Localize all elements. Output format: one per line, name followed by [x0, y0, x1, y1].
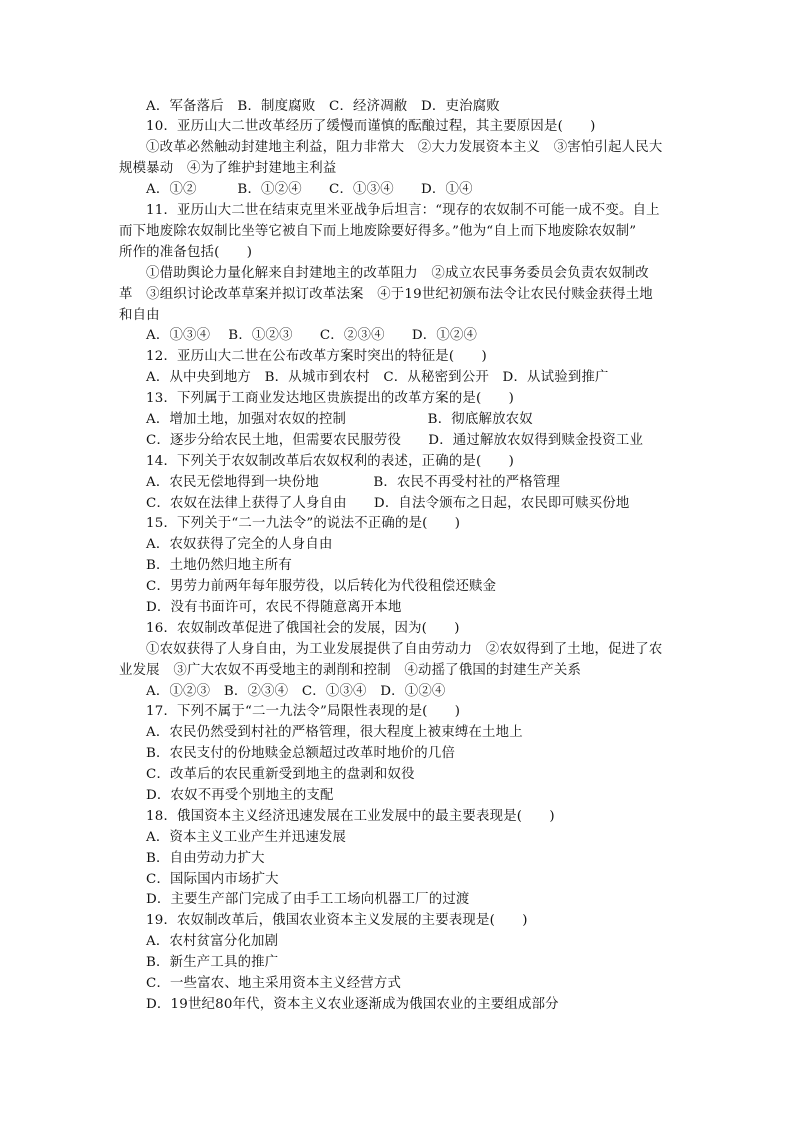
q16-stem: 16．农奴制改革促进了俄国社会的发展，因为( )	[146, 621, 460, 636]
q19-stem: 19．农奴制改革后，俄国农业资本主义发展的主要表现是( )	[146, 913, 528, 928]
q17-option-b: B．农民支付的份地赎金总额超过改革时地价的几倍	[146, 746, 456, 761]
q15-option-c: C．男劳力前两年每年服劳役，以后转化为代役租偿还赎金	[146, 579, 497, 594]
q11-stem-end: 所作的准备包括( )	[119, 245, 253, 260]
q12-stem: 12．亚历山大二世在公布改革方案时突出的特征是( )	[146, 349, 487, 364]
q10-stem: 10．亚历山大二世改革经历了缓慢而谨慎的酝酿过程，其主要原因是( )	[146, 119, 596, 134]
q18-option-c: C．国际国内市场扩大	[146, 872, 279, 887]
q14-options-ab: A．农民无偿地得到一块份地 B．农民不再受村社的严格管理	[146, 475, 561, 490]
q17-option-a: A．农民仍然受到村社的严格管理，很大程度上被束缚在土地上	[146, 725, 523, 740]
q11-statements-end: 和自由	[119, 308, 160, 323]
q14-stem: 14．下列关于农奴制改革后农奴权利的表述，正确的是( )	[146, 454, 515, 469]
q15-stem: 15．下列关于“二一九法令”的说法不正确的是( )	[146, 516, 461, 531]
q11-stem-cont: 而下地废除农奴制比坐等它被自下而上地废除要好得多。”他为“自上而下地废除农奴制”	[119, 224, 637, 239]
q19-option-d: D．19世纪80年代，资本主义农业逐渐成为俄国农业的主要组成部分	[146, 997, 559, 1012]
q19-option-a: A．农村贫富分化加剧	[146, 934, 279, 949]
q10-statements: ①改革必然触动封建地主利益，阻力非常大 ②大力发展资本主义 ③害怕引起人民大	[146, 140, 663, 155]
q17-option-d: D．农奴不再受个别地主的支配	[146, 788, 334, 803]
q19-option-c: C．一些富农、地主采用资本主义经营方式	[146, 976, 402, 991]
q18-stem: 18．俄国资本主义经济迅速发展在工业发展中的最主要表现是( )	[146, 809, 555, 824]
q11-stem: 11．亚历山大二世在结束克里米亚战争后坦言：“现存的农奴制不可能一成不变。自上	[146, 203, 660, 218]
q17-stem: 17．下列不属于“二一九法令”局限性表现的是( )	[146, 704, 461, 719]
q11-statements-cont: 革 ③组织讨论改革草案并拟订改革法案 ④于19世纪初颁布法令让农民付赎金获得土地	[119, 287, 653, 302]
q18-option-d: D．主要生产部门完成了由手工工场向机器工厂的过渡	[146, 892, 470, 907]
q14-options-cd: C．农奴在法律上获得了人身自由 D．自法令颁布之日起，农民即可赎买份地	[146, 496, 630, 511]
q16-options: A．①②③ B．②③④ C．①③④ D．①②④	[146, 684, 446, 699]
q13-stem: 13．下列属于工商业发达地区贵族提出的改革方案的是( )	[146, 391, 515, 406]
q10-options: A．①② B．①②④ C．①③④ D．①④	[146, 182, 473, 197]
q19-option-b: B．新生产工具的推广	[146, 955, 279, 970]
q15-option-a: A．农奴获得了完全的人身自由	[146, 537, 333, 552]
q15-option-d: D．没有书面许可，农民不得随意离开本地	[146, 600, 402, 615]
q16-statements: ①农奴获得了人身自由，为工业发展提供了自由劳动力 ②农奴得到了土地，促进了农	[146, 642, 663, 657]
q10-statements-cont: 规模暴动 ④为了维护封建地主利益	[119, 161, 337, 176]
q9-options: A．军备落后 B．制度腐败 C．经济凋敝 D．吏治腐败	[146, 99, 500, 114]
q16-statements-cont: 业发展 ③广大农奴不再受地主的剥削和控制 ④动摇了俄国的封建生产关系	[119, 663, 582, 678]
q11-statements: ①借助舆论力量化解来自封建地主的改革阻力 ②成立农民事务委员会负责农奴制改	[146, 266, 649, 281]
q18-option-a: A．资本主义工业产生并迅速发展	[146, 830, 347, 845]
q13-options-cd: C．逐步分给农民土地，但需要农民服劳役 D．通过解放农奴得到赎金投资工业	[146, 433, 644, 448]
q12-options: A．从中央到地方 B．从城市到农村 C．从秘密到公开 D．从试验到推广	[146, 370, 609, 385]
q18-option-b: B．自由劳动力扩大	[146, 851, 265, 866]
q13-options-ab: A．增加土地，加强对农奴的控制 B．彻底解放农奴	[146, 412, 533, 427]
q11-options: A．①③④ B．①②③ C．②③④ D．①②④	[146, 328, 478, 343]
q17-option-c: C．改革后的农民重新受到地主的盘剥和奴役	[146, 767, 415, 782]
q15-option-b: B．土地仍然归地主所有	[146, 558, 292, 573]
